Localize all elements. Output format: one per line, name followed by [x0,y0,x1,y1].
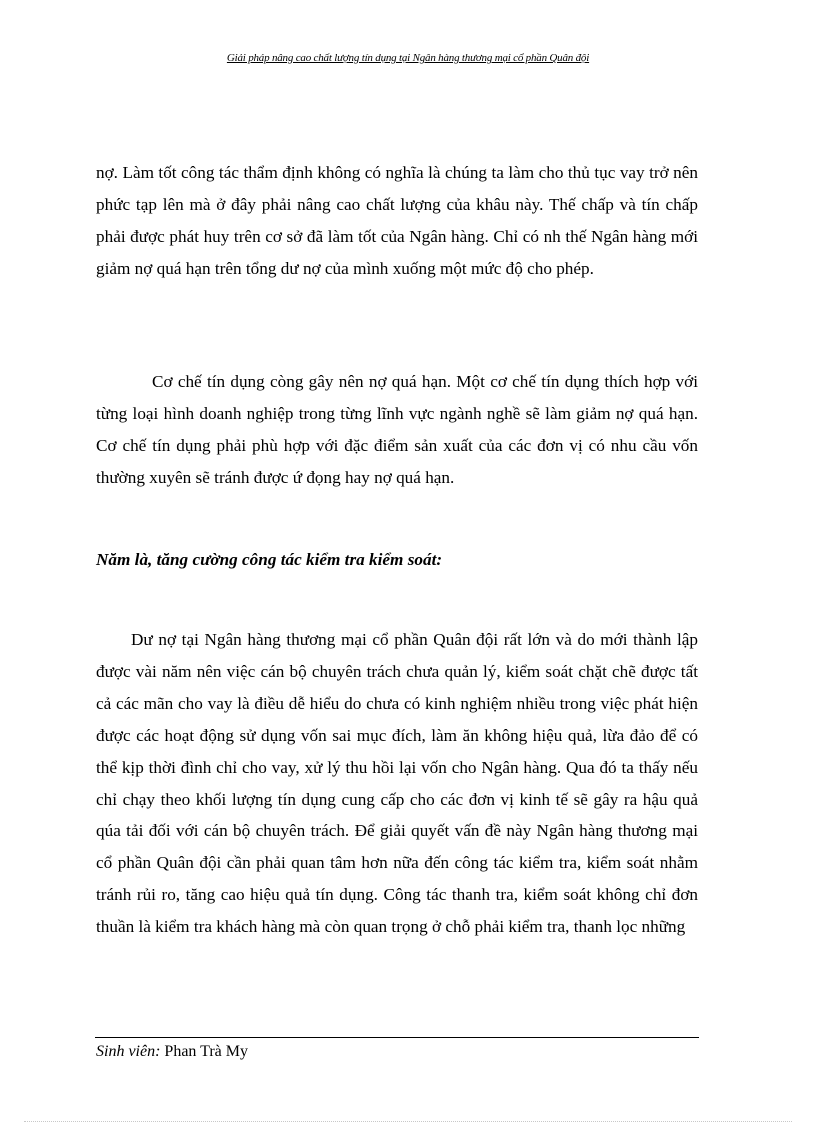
paragraph-credit-mechanism: Cơ chế tín dụng còng gây nên nợ quá hạn. Một cơ chế tín dụng thích hợp với từng loại hình doanh nghiệp trong từng lĩnh vực ngành nghề sẽ làm giảm nợ quá hạn. Cơ chế tín dụng phải phù hợp với đặc điểm sản xuất của các đơn vị có nhu cầu vốn thường xuyên sẽ tránh được ứ đọng hay nợ quá hạn. [96,372,698,487]
section-heading: Năm là, tăng cường công tác kiểm tra kiểm soát: [96,550,443,569]
paragraph-inspection: Dư nợ tại Ngân hàng thương mại cổ phần Quân đội rất lớn và do mới thành lập được vài năm nên việc cán bộ chuyên trách chưa quản lý, kiểm soát chặt chẽ được tất cả các mãn cho vay là điều dễ hiểu do chưa có kinh nghiệm nhiều trong việc phát hiện được các hoạt động sử dụng vốn sai mục đích, làm ăn không hiệu quả, lừa đảo để có thể kịp thời đình chỉ cho vay, xử lý thu hồi lại vốn cho Ngân hàng. Qua đó ta thấy nếu chỉ chạy theo khối lượng tín dụng cung cấp cho các đơn vị kinh tế sẽ gây ra hậu quả qúa tải đối với cán bộ chuyên trách. Để giải quyết vấn đề này Ngân hàng thương mại cổ phần Quân đội cần phải quan tâm hơn nữa đến công tác kiểm tra, kiểm soát nhằm tránh rủi ro, tăng cao hiệu quả tín dụng. Công tác thanh tra, kiểm soát không chỉ đơn thuần là kiểm tra khách hàng mà còn quan trọng ở chỗ phải kiểm tra, thanh lọc những [96,630,698,937]
page-footer [96,1041,248,1063]
paragraph-appraisal: nợ. Làm tốt công tác thẩm định không có nghĩa là chúng ta làm cho thủ tục vay trở nên phức tạp lên mà ở đây phải nâng cao chất lượng của khâu này. Thế chấp và tín chấp phải được phát huy trên cơ sở đã làm tốt của Ngân hàng. Chỉ có nh thế Ngân hàng mới giảm nợ quá hạn trên tổng dư nợ của mình xuống một mức độ cho phép. [96,163,698,278]
footer-student-name: Phan Trà My [164,1043,248,1060]
running-header: Giải pháp nâng cao chất lượng tín dụng tại Ngân hàng thương mại cổ phần Quân đội [226,52,590,64]
footer-label: Sinh viên: [96,1043,161,1060]
footer-divider [95,1037,699,1038]
page-bottom-edge [24,1121,792,1122]
